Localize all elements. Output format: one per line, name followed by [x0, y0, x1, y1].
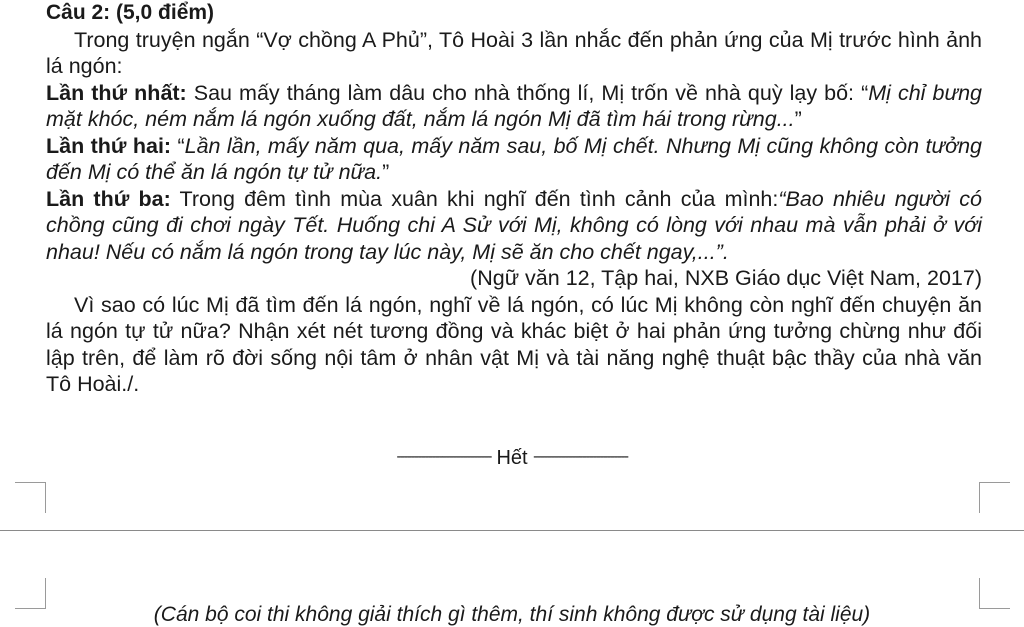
mention-second [46, 133, 982, 186]
mention-lead: Trong đêm tình mùa xuân khi nghĩ đến tình cảnh của mình: [170, 186, 779, 211]
mention-tail: ” [382, 160, 390, 184]
margin-corner-top-left [15, 482, 46, 513]
end-marker [0, 447, 1024, 470]
mention-first [46, 80, 982, 133]
mention-label: Lần thứ nhất: [46, 80, 187, 105]
proctor-note: (Cán bộ coi thi không giải thích gì thêm, thí sinh không được sử dụng tài liệu) [153, 603, 871, 626]
end-label: Hết [496, 447, 528, 469]
margin-corner-top-right [979, 482, 1010, 513]
end-dashes-left: --------------------------- [396, 448, 491, 465]
mention-label: Lần thứ hai: [46, 133, 172, 158]
question-content [46, 0, 982, 398]
question-intro: Trong truyện ngắn “Vợ chồng A Phủ”, Tô Hoài 3 lần nhắc đến phản ứng của Mị trước hình ảnh lá ngón: [46, 27, 982, 78]
end-dashes-right: --------------------------- [533, 448, 628, 465]
mention-lead: “ [171, 133, 185, 158]
question-prompt: Vì sao có lúc Mị đã tìm đến lá ngón, nghĩ về lá ngón, có lúc Mị không còn nghĩ đến chuyện ăn lá ngón tự tử nữa? Nhận xét nét tương đồng và khác biệt ở hai phản ứng tưởng chừng như đối lập trên, để làm rõ đời sống nội tâm ở nhân vật Mị và tài năng nghệ thuật bậc thầy của nhà văn Tô Hoài./. [46, 292, 982, 396]
mention-lead: Sau mấy tháng làm dâu cho nhà thống lí, Mị trốn về nhà quỳ lạy bố: “ [186, 80, 869, 105]
mention-quote: “Bao nhiêu người có chồng cũng đi chơi ngày Tết. Huống chi A Sử với Mị, không có lòng với nhau mà vẫn phải ở với nhau! Nếu có nắm lá ngón trong tay lúc này, Mị sẽ ăn cho chết ngay,...”. [46, 186, 982, 264]
source-citation: (Ngữ văn 12, Tập hai, NXB Giáo dục Việt Nam, 2017) [470, 266, 982, 290]
mention-quote: Mị chỉ bưng mặt khóc, ném nắm lá ngón xuống đất, nắm lá ngón Mị đã tìm hái trong rừng... [46, 80, 982, 131]
mention-quote: Lần lần, mấy năm qua, mấy năm sau, bố Mị chết. Nhưng Mị cũng không còn tưởng đến Mị có thể ăn lá ngón tự tử nữa. [46, 133, 982, 184]
page-separator [0, 530, 1024, 531]
mention-label: Lần thứ ba: [46, 186, 171, 211]
mention-tail: ” [794, 107, 802, 131]
mention-third [46, 186, 982, 266]
question-heading: Câu 2: (5,0 điểm) [46, 1, 215, 24]
